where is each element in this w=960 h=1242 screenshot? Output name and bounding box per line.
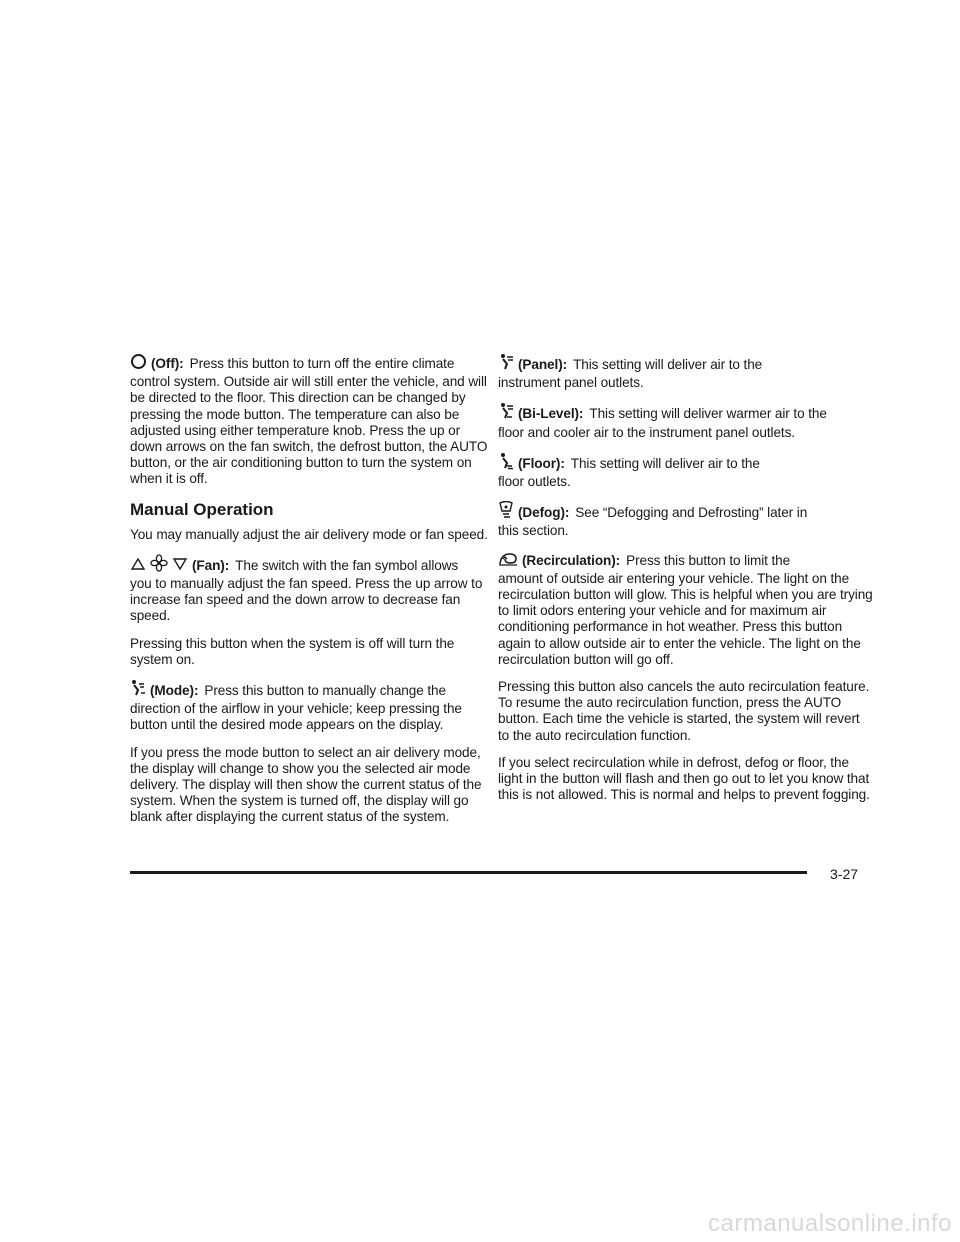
left-column	[130, 353, 490, 837]
fan-note: Pressing this button when the system is off will turn the system on.	[130, 635, 455, 667]
off-text-rest: control system. Outside air will still enter the vehicle, and will be directed to the floor. This direction can be changed by pressing the mode button. The temperature can also be adjusted using either temperature knob. Press the up or down arrows on the fan switch, the defrost button, the AUTO button, or the air conditioning button to turn the system on when it is off.	[130, 374, 488, 487]
bilevel-label: (Bi-Level):	[518, 406, 584, 422]
panel-label: (Panel):	[518, 357, 568, 372]
defog-icon	[498, 501, 514, 523]
recirculation-paragraph	[498, 551, 873, 668]
recirculation-label: (Recirculation):	[522, 552, 621, 568]
floor-label: (Floor):	[518, 455, 565, 471]
floor-text-first: This setting will deliver air to the	[570, 455, 760, 471]
recirculation-note-1: Pressing this button also cancels the auto recirculation feature. To resume the auto recirculation function, press the AUTO button. Each time the vehicle is started, the system will revert to the auto recirculation function.	[498, 679, 870, 743]
mode-note: If you press the mode button to select an air delivery mode, the display will change to show you the selected air mode delivery. The display will then show the current status of the system. When the system is turned off, the display will go blank after displaying the current status of the system.	[130, 744, 482, 825]
floor-paragraph	[498, 452, 873, 490]
panel-paragraph	[498, 353, 873, 391]
mode-label: (Mode):	[150, 683, 199, 699]
fan-down-arrow-icon	[172, 556, 188, 576]
defog-text-first: See “Defogging and Defrosting” later in	[575, 505, 808, 521]
panel-text-rest: instrument panel outlets.	[498, 375, 644, 391]
fan-up-arrow-icon	[130, 556, 146, 576]
floor-text-rest: floor outlets.	[498, 474, 571, 490]
bilevel-vent-icon	[498, 402, 514, 424]
mode-text-first: Press this button to manually change the	[204, 683, 446, 699]
mode-text-rest: direction of the airflow in your vehicle; keep pressing the button until the desired mode appears on the display.	[130, 701, 462, 733]
fan-text-first: The switch with the fan symbol allows	[235, 557, 459, 573]
panel-text-first: This setting will deliver air to the	[573, 357, 763, 372]
manual-operation-heading: Manual Operation	[130, 499, 274, 519]
off-paragraph	[130, 353, 490, 488]
page-number: 3-27	[830, 866, 859, 882]
fan-icon	[150, 554, 168, 576]
fan-label: (Fan):	[192, 557, 230, 573]
panel-vent-icon	[498, 353, 514, 375]
bilevel-text-rest: floor and cooler air to the instrument panel outlets.	[498, 424, 795, 440]
footer-rule	[130, 871, 807, 874]
bilevel-text-first: This setting will deliver warmer air to the	[589, 406, 827, 422]
mode-paragraph	[130, 679, 490, 734]
recirculation-text-rest: amount of outside air entering your vehicle. The light on the recirculation button will glow. This is helpful when you are trying to limit odors entering your vehicle and for maximum air conditioning performance in hot weather. Press this button again to allow outside air to enter the vehicle. The light on the recirculation button will go off.	[498, 570, 873, 667]
floor-vent-icon	[498, 452, 514, 474]
recirculation-note-2: If you select recirculation while in defrost, defog or floor, the light in the button will flash and then go out to let you know that this is not allowed. This is normal and helps to prevent fogging.	[498, 754, 870, 803]
recirculation-icon	[498, 551, 518, 571]
right-column	[498, 353, 873, 814]
fan-paragraph	[130, 554, 490, 625]
defog-paragraph	[498, 501, 873, 539]
off-text-first: Press this button to turn off the entire climate	[189, 356, 455, 371]
power-off-icon	[130, 353, 147, 374]
manual-intro: You may manually adjust the air delivery mode or fan speed.	[130, 526, 488, 542]
off-label: (Off):	[151, 356, 184, 371]
recirculation-text-first: Press this button to limit the	[626, 552, 791, 568]
defog-label: (Defog):	[518, 505, 570, 521]
bilevel-paragraph	[498, 402, 873, 440]
air-mode-icon	[130, 679, 146, 701]
defog-text-rest: this section.	[498, 523, 569, 539]
watermark: carmanualsonline.info	[708, 1210, 952, 1237]
fan-text-rest: you to manually adjust the fan speed. Press the up arrow to increase fan speed and the down arrow to decrease fan speed.	[130, 576, 483, 624]
